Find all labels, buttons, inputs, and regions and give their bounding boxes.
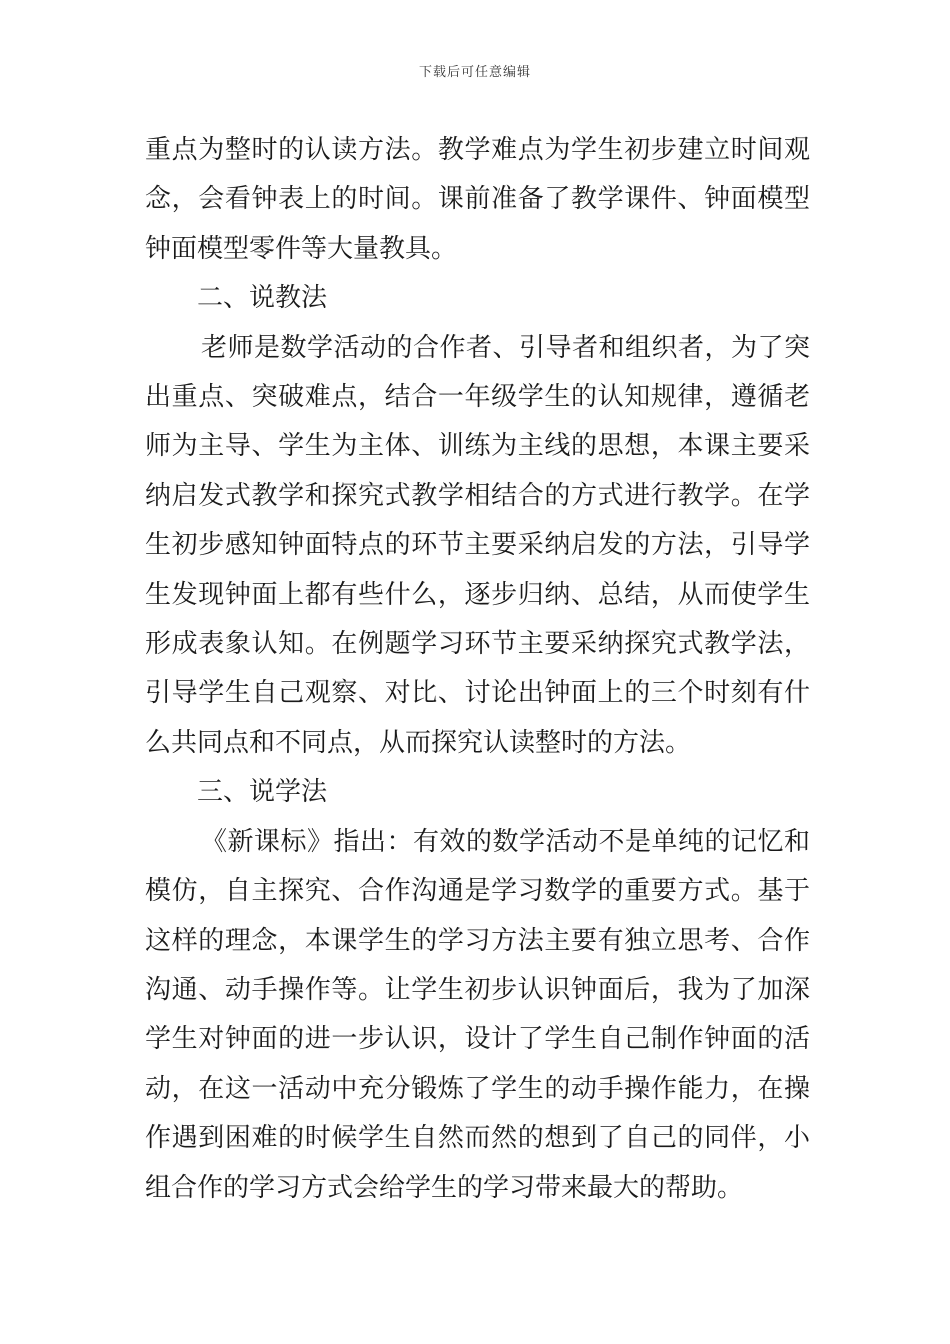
paragraph-teaching-method: 老师是数学活动的合作者、引导者和组织者，为了突出重点、突破难点，结合一年级学生的认知规律，遵循老师为主导、学生为主体、训练为主线的思想，本课主要采纳启发式教学和探究式教学相结合的方式进行教学。在学生初步感知钟面特点的环节主要采纳启发的方法，引导学生发现钟面上都有些什么，逐步归纳、总结，从而使学生形成表象认知。在例题学习环节主要采纳探究式教学法，引导学生自己观察、对比、讨论出钟面上的三个时刻有什么共同点和不同点，从而探究认读整时的方法。 — [145, 332, 810, 758]
paragraph-learning-method: 《新课标》指出：有效的数学活动不是单纯的记忆和模仿，自主探究、合作沟通是学习数学的重要方式。基于这样的理念，本课学生的学习方法主要有独立思考、合作沟通、动手操作等。让学生初步认识钟面后，我为了加深学生对钟面的进一步认识，设计了学生自己制作钟面的活动，在这一活动中充分锻炼了学生的动手操作能力，在操作遇到困难的时候学生自然而然的想到了自己的同伴，小组合作的学习方式会给学生的学习带来最大的帮助。 — [145, 826, 810, 1203]
section-heading-learning-method: 三、说学法 — [197, 777, 328, 808]
page-header: 下载后可任意编辑 — [418, 65, 531, 80]
section-heading-teaching-method: 二、说教法 — [197, 283, 328, 314]
document-body — [145, 126, 810, 1213]
paragraph-teaching-focus: 重点为整时的认读方法。教学难点为学生初步建立时间观念，会看钟表上的时间。课前准备了教学课件、钟面模型钟面模型零件等大量教具。 — [145, 135, 810, 264]
